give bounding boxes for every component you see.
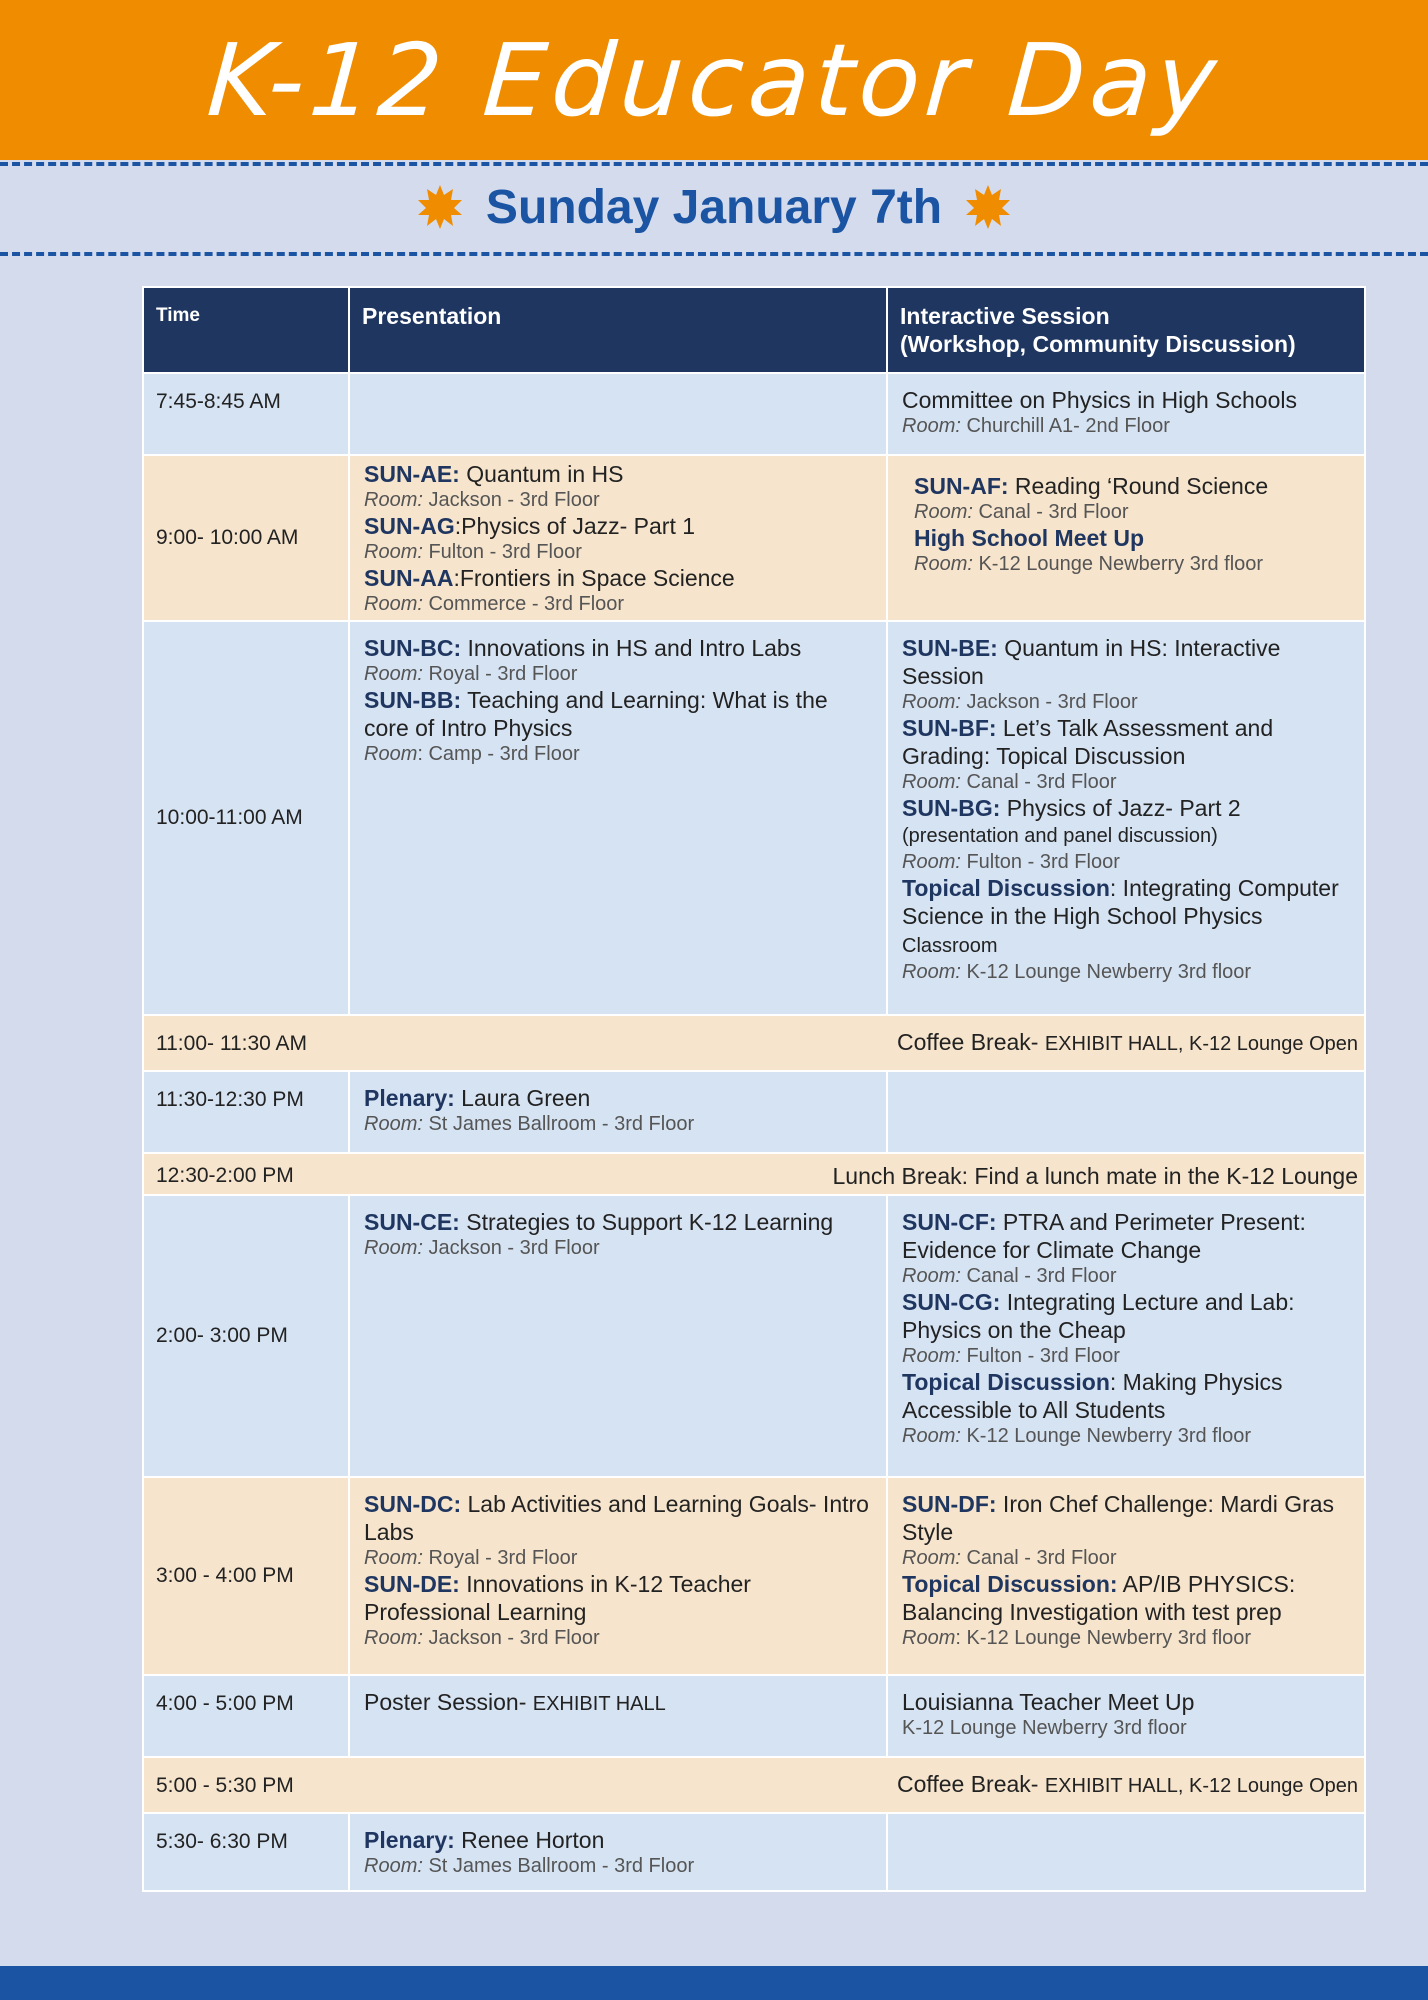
break-cell: Coffee Break- EXHIBIT HALL, K-12 Lounge Open <box>896 1771 1358 1797</box>
date-text: Sunday January 7th <box>485 180 943 234</box>
break-cell: Lunch Break: Find a lunch mate in the K-12 Lounge <box>832 1163 1358 1189</box>
time-cell: 5:30- 6:30 PM <box>144 1814 350 1890</box>
session-title: SUN-DF: Iron Chef Challenge: Mardi Gras Style <box>902 1491 1335 1545</box>
session-room: Room: St James Ballroom - 3rd Floor <box>364 1855 695 1877</box>
session-title: SUN-CG: Integrating Lecture and Lab: Physics on the Cheap <box>902 1289 1295 1343</box>
session-title: SUN-BE: Quantum in HS: Interactive Session <box>902 635 1281 689</box>
session-room: Room: Royal - 3rd Floor <box>364 1547 578 1569</box>
session-room: Room: Jackson - 3rd Floor <box>364 1237 600 1259</box>
time-cell: 4:00 - 5:00 PM <box>144 1676 350 1756</box>
presentation-cell <box>350 456 888 620</box>
interactive-cell <box>888 1814 1364 1890</box>
session-note: (presentation and panel discussion) <box>902 825 1218 847</box>
session-title: Topical Discussion: Making Physics Accessible to All Students <box>902 1369 1283 1423</box>
presentation-cell <box>350 1478 888 1674</box>
interactive-cell <box>888 622 1364 1014</box>
table-row <box>144 1478 1364 1676</box>
session-title: Topical Discussion: AP/IB PHYSICS: Balancing Investigation with test prep <box>902 1571 1296 1625</box>
table-row <box>144 374 1364 456</box>
table-header <box>144 288 1364 374</box>
dashed-divider-bottom <box>0 252 1428 256</box>
table-row <box>144 1016 1364 1072</box>
session-title: Topical Discussion: Integrating Computer Science in the High School Physics Classroom <box>902 875 1339 957</box>
interactive-cell <box>888 374 1364 454</box>
session-room: Room: Fulton - 3rd Floor <box>902 851 1120 873</box>
table-row <box>144 1814 1364 1890</box>
interactive-cell <box>888 1196 1364 1476</box>
session-title: Poster Session- EXHIBIT HALL <box>364 1689 666 1715</box>
interactive-cell <box>888 1676 1364 1756</box>
session-title: SUN-AE: Quantum in HS <box>364 461 624 487</box>
session-title: Louisianna Teacher Meet Up <box>902 1689 1195 1715</box>
session-room: Room: Jackson - 3rd Floor <box>902 691 1138 713</box>
presentation-cell <box>350 1814 888 1890</box>
interactive-cell <box>888 1478 1364 1674</box>
header-time: Time <box>144 288 350 372</box>
session-room: Room: Camp - 3rd Floor <box>364 743 580 765</box>
session-title: SUN-BF: Let’s Talk Assessment and Grading: Topical Discussion <box>902 715 1274 769</box>
table-row <box>144 1196 1364 1478</box>
session-title: Committee on Physics in High Schools <box>902 387 1297 413</box>
header-presentation: Presentation <box>350 288 888 372</box>
session-title: SUN-BG: Physics of Jazz- Part 2 <box>902 795 1241 821</box>
session-room: Room: Canal - 3rd Floor <box>902 1547 1117 1569</box>
time-cell: 2:00- 3:00 PM <box>144 1196 350 1476</box>
session-title: SUN-CE: Strategies to Support K-12 Learning <box>364 1209 834 1235</box>
session-title: SUN-DC: Lab Activities and Learning Goals- Intro Labs <box>364 1491 869 1545</box>
session-room: Room: Jackson - 3rd Floor <box>364 489 600 511</box>
session-title: SUN-AF: Reading ‘Round Science <box>914 473 1269 499</box>
presentation-cell <box>350 1072 888 1152</box>
session-title: SUN-BC: Innovations in HS and Intro Labs <box>364 635 802 661</box>
time-cell: 11:30-12:30 PM <box>144 1072 350 1152</box>
header-interactive-line2: (Workshop, Community Discussion) <box>900 331 1296 357</box>
session-room: Room: Canal - 3rd Floor <box>902 771 1117 793</box>
session-title: Plenary: Renee Horton <box>364 1827 605 1853</box>
interactive-cell <box>888 456 1364 620</box>
footer-bar <box>0 1966 1428 2000</box>
session-room: Room: Canal - 3rd Floor <box>902 1265 1117 1287</box>
session-title: SUN-CF: PTRA and Perimeter Present: Evidence for Climate Change <box>902 1209 1306 1263</box>
time-cell: 12:30-2:00 PM <box>156 1164 294 1187</box>
table-row <box>144 1758 1364 1814</box>
table-row <box>144 1154 1364 1196</box>
time-cell: 3:00 - 4:00 PM <box>144 1478 350 1674</box>
session-room: Room: K-12 Lounge Newberry 3rd floor <box>902 1425 1252 1447</box>
presentation-cell <box>350 1676 888 1756</box>
time-cell: 5:00 - 5:30 PM <box>156 1774 294 1797</box>
title-banner <box>0 0 1428 160</box>
table-row <box>144 1072 1364 1154</box>
session-title: SUN-DE: Innovations in K-12 Teacher Professional Learning <box>364 1571 751 1625</box>
session-title: Plenary: Laura Green <box>364 1085 591 1111</box>
schedule-table <box>142 286 1366 1892</box>
time-cell: 11:00- 11:30 AM <box>156 1032 307 1055</box>
session-room: Room: K-12 Lounge Newberry 3rd floor <box>902 961 1252 983</box>
presentation-cell <box>350 622 888 1014</box>
header-interactive-line1: Interactive Session <box>900 303 1110 329</box>
session-title: SUN-AA:Frontiers in Space Science <box>364 565 735 591</box>
session-room: K-12 Lounge Newberry 3rd floor <box>902 1717 1187 1739</box>
sunburst-star-icon <box>416 183 464 231</box>
session-title: SUN-BB: Teaching and Learning: What is the core of Intro Physics <box>364 687 828 741</box>
date-heading <box>0 172 1428 242</box>
session-room: Room: Fulton - 3rd Floor <box>364 541 582 563</box>
time-cell: 10:00-11:00 AM <box>144 622 350 1014</box>
session-room: Room: Canal - 3rd Floor <box>914 501 1129 523</box>
interactive-cell <box>888 1072 1364 1152</box>
session-room: Room: Churchill A1- 2nd Floor <box>902 415 1170 437</box>
dashed-divider-top <box>0 162 1428 166</box>
break-cell: Coffee Break- EXHIBIT HALL, K-12 Lounge Open <box>896 1029 1358 1055</box>
session-room: Room: Jackson - 3rd Floor <box>364 1627 600 1649</box>
session-room: Room: Commerce - 3rd Floor <box>364 593 625 615</box>
session-room: Room: Fulton - 3rd Floor <box>902 1345 1120 1367</box>
presentation-cell <box>350 374 888 454</box>
sunburst-star-icon <box>964 183 1012 231</box>
time-cell: 9:00- 10:00 AM <box>144 456 350 620</box>
table-row <box>144 456 1364 622</box>
table-row <box>144 622 1364 1016</box>
presentation-cell <box>350 1196 888 1476</box>
table-row <box>144 1676 1364 1758</box>
time-cell: 7:45-8:45 AM <box>144 374 350 454</box>
session-room: Room: St James Ballroom - 3rd Floor <box>364 1113 695 1135</box>
page-title: K-12 Educator Day <box>203 21 1225 139</box>
session-title: High School Meet Up <box>914 525 1144 551</box>
session-room: Room: K-12 Lounge Newberry 3rd floor <box>914 553 1264 575</box>
session-room: Room: Royal - 3rd Floor <box>364 663 578 685</box>
header-interactive <box>888 288 1364 372</box>
session-title: SUN-AG:Physics of Jazz- Part 1 <box>364 513 696 539</box>
session-room: Room: K-12 Lounge Newberry 3rd floor <box>902 1627 1252 1649</box>
